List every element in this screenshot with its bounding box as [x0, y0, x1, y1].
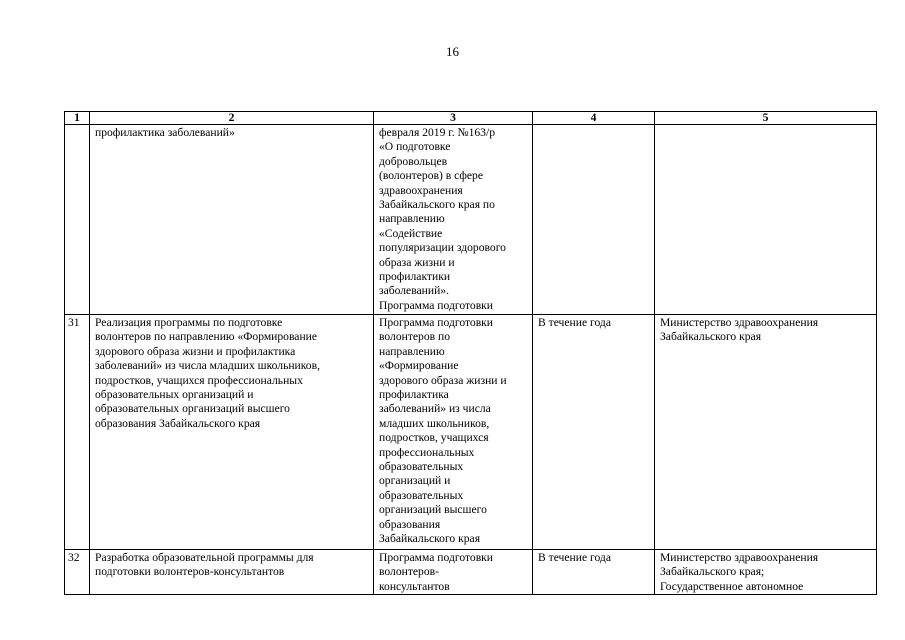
basis-cell-line: «О подготовке: [379, 140, 451, 154]
basis-cell-line: Программа подготовки: [379, 551, 494, 564]
activity-cell-line: Реализация программы по подготовке: [95, 316, 283, 329]
column-header-1: 1: [65, 112, 90, 125]
basis-cell-line: направлению: [379, 212, 445, 226]
row-number-cell: 31: [65, 315, 90, 550]
basis-cell-line: волонтеров по: [379, 330, 451, 344]
column-header-5: 5: [655, 112, 877, 125]
activity-cell: [90, 550, 374, 595]
basis-cell-line: здорового образа жизни и: [379, 373, 507, 387]
executor-cell-line: Государственное автономное: [660, 579, 804, 593]
activity-cell-line: подготовки волонтеров-консультантов: [95, 565, 285, 579]
activity-cell: [90, 125, 374, 315]
column-header-3: 3: [374, 112, 533, 125]
table-row: [65, 315, 877, 550]
basis-cell-line: образовательных: [379, 460, 464, 474]
table-row: [65, 550, 877, 595]
activity-cell-line: образования Забайкальского края: [95, 416, 261, 430]
activity-cell-line: подростков, учащихся профессиональных: [95, 373, 303, 387]
basis-cell-line: образования: [379, 517, 441, 531]
executor-cell: [655, 550, 877, 595]
column-header-2: 2: [90, 112, 374, 125]
basis-cell-line: популяризации здорового: [379, 241, 506, 255]
term-cell: [533, 125, 655, 315]
basis-cell-line: образовательных: [379, 488, 464, 502]
basis-cell-line: здравоохранения: [379, 183, 463, 197]
basis-cell-line: профилактики: [379, 270, 451, 284]
table-body: [65, 125, 877, 595]
activity-cell-line: заболеваний» из числа младших школьников,: [95, 359, 320, 373]
page-number: 16: [446, 44, 459, 59]
basis-cell-line: «Формирование: [379, 359, 459, 373]
table-row: [65, 125, 877, 315]
basis-cell-line: (волонтеров) в сфере: [379, 169, 483, 183]
basis-cell-line: заболеваний» из числа: [379, 402, 491, 416]
basis-cell-line: Забайкальского края: [379, 532, 481, 546]
basis-cell-line: Программа подготовки: [379, 298, 494, 312]
basis-cell-line: волонтеров-: [379, 565, 439, 579]
basis-cell-line: младших школьников,: [379, 416, 490, 430]
basis-cell: [374, 550, 533, 595]
table-header-row: [65, 112, 877, 125]
activity-cell-line: Разработка образовательной программы для: [95, 551, 314, 564]
basis-cell-line: консультантов: [379, 579, 450, 593]
activity-cell-line: здорового образа жизни и профилактика: [95, 344, 296, 358]
activity-cell-line: профилактика заболеваний»: [95, 126, 235, 139]
executor-cell: [655, 315, 877, 550]
activity-cell-line: образовательных организаций и: [95, 388, 254, 402]
basis-cell-line: Программа подготовки: [379, 316, 494, 329]
basis-cell-line: заболеваний».: [379, 284, 449, 298]
basis-cell-line: организаций высшего: [379, 503, 487, 517]
column-header-4: 4: [533, 112, 655, 125]
basis-cell-line: Забайкальского края по: [379, 198, 495, 212]
basis-cell-line: профессиональных: [379, 445, 475, 459]
basis-cell: [374, 125, 533, 315]
executor-cell-line: Министерство здравоохранения: [660, 316, 819, 329]
activity-cell-line: волонтеров по направлению «Формирование: [95, 330, 318, 344]
basis-cell-line: «Содействие: [379, 226, 443, 240]
term-cell: В течение года: [533, 550, 655, 595]
basis-cell-line: образа жизни и: [379, 255, 455, 269]
executor-cell-line: Забайкальского края: [660, 330, 762, 344]
basis-cell-line: организаций и: [379, 474, 451, 488]
executor-cell: [655, 125, 877, 315]
basis-cell-line: направлению: [379, 344, 445, 358]
executor-cell-line: Министерство здравоохранения: [660, 551, 819, 564]
term-cell: В течение года: [533, 315, 655, 550]
basis-cell-line: профилактика: [379, 388, 449, 402]
basis-cell-line: февраля 2019 г. №163/р: [379, 126, 495, 139]
activity-cell: [90, 315, 374, 550]
activities-table: [64, 111, 877, 595]
activity-cell-line: образовательных организаций высшего: [95, 402, 290, 416]
basis-cell-line: добровольцев: [379, 154, 448, 168]
row-number-cell: 32: [65, 550, 90, 595]
row-number-cell: [65, 125, 90, 315]
executor-cell-line: Забайкальского края;: [660, 565, 765, 579]
basis-cell: [374, 315, 533, 550]
basis-cell-line: подростков, учащихся: [379, 431, 489, 445]
